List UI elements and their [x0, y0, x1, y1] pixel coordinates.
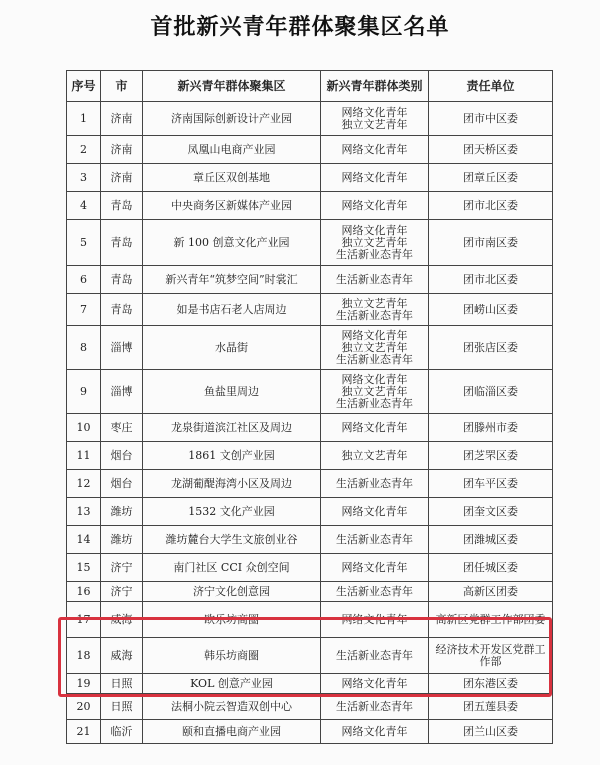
row-area: 颐和直播电商产业园: [143, 720, 321, 744]
row-city: 济宁: [101, 554, 143, 582]
header-category: 新兴青年群体类别: [321, 71, 429, 102]
category-line: 网络文化青年: [341, 372, 408, 386]
category-line: 网络文化青年: [341, 560, 408, 574]
row-area: 鱼盐里周边: [143, 370, 321, 414]
table-row: [67, 442, 553, 470]
row-city: 青岛: [101, 294, 143, 326]
row-area: 龙湖葡醍海湾小区及周边: [143, 470, 321, 498]
row-category: [321, 470, 429, 498]
table-row: [67, 192, 553, 220]
row-area: 章丘区双创基地: [143, 164, 321, 192]
row-unit: 团五莲县委: [429, 694, 553, 720]
row-unit: 经济技术开发区党群工作部: [429, 638, 553, 674]
row-unit: 团天桥区委: [429, 136, 553, 164]
row-unit: 团车平区委: [429, 470, 553, 498]
row-category: [321, 326, 429, 370]
category-line: 生活新业态青年: [336, 396, 413, 410]
table-row: [67, 414, 553, 442]
category-line: 网络文化青年: [341, 142, 408, 156]
table-row: [67, 526, 553, 554]
gathering-area-table: [66, 70, 553, 744]
category-line: 独立文艺青年: [341, 448, 408, 462]
row-category: [321, 694, 429, 720]
row-area: 欧乐坊商圈: [143, 602, 321, 638]
row-category: [321, 720, 429, 744]
table-row: [67, 326, 553, 370]
row-area: 凤凰山电商产业园: [143, 136, 321, 164]
row-number: 14: [67, 526, 101, 554]
row-city: 青岛: [101, 220, 143, 266]
header-unit: 责任单位: [429, 71, 553, 102]
row-category: [321, 674, 429, 694]
row-area: 新 100 创意文化产业园: [143, 220, 321, 266]
table-row: [67, 720, 553, 744]
row-area: 潍坊麓台大学生文旅创业谷: [143, 526, 321, 554]
row-area: 中央商务区新媒体产业园: [143, 192, 321, 220]
row-number: 8: [67, 326, 101, 370]
row-category: [321, 136, 429, 164]
category-line: 网络文化青年: [341, 420, 408, 434]
document-title: 首批新兴青年群体聚集区名单: [150, 15, 450, 40]
category-line: 网络文化青年: [341, 724, 408, 738]
row-unit: 团潍城区委: [429, 526, 553, 554]
row-category: [321, 294, 429, 326]
row-unit: 团东港区委: [429, 674, 553, 694]
category-line: 生活新业态青年: [336, 648, 413, 662]
row-area: KOL 创意产业园: [143, 674, 321, 694]
table-body: [67, 102, 553, 744]
category-line: 生活新业态青年: [336, 532, 413, 546]
row-city: 威海: [101, 638, 143, 674]
row-number: 20: [67, 694, 101, 720]
row-city: 济南: [101, 164, 143, 192]
row-number: 2: [67, 136, 101, 164]
row-category: [321, 498, 429, 526]
row-number: 19: [67, 674, 101, 694]
table-row: [67, 694, 553, 720]
row-area: 1861 文创产业园: [143, 442, 321, 470]
row-city: 济南: [101, 102, 143, 136]
table-row: [67, 370, 553, 414]
category-line: 网络文化青年: [341, 328, 408, 342]
row-area: 水晶街: [143, 326, 321, 370]
row-number: 5: [67, 220, 101, 266]
row-city: 烟台: [101, 470, 143, 498]
table-row: [67, 582, 553, 602]
row-city: 济宁: [101, 582, 143, 602]
row-city: 烟台: [101, 442, 143, 470]
header-no: 序号: [67, 71, 101, 102]
row-city: 潍坊: [101, 498, 143, 526]
row-unit: 团兰山区委: [429, 720, 553, 744]
row-unit: 团滕州市委: [429, 414, 553, 442]
table-row: [67, 554, 553, 582]
table-row: [67, 164, 553, 192]
row-city: 枣庄: [101, 414, 143, 442]
table-row: [67, 220, 553, 266]
table-row: [67, 136, 553, 164]
row-number: 10: [67, 414, 101, 442]
row-number: 15: [67, 554, 101, 582]
category-line: 独立文艺青年: [341, 296, 408, 310]
row-unit: 团芝罘区委: [429, 442, 553, 470]
category-line: 生活新业态青年: [336, 584, 413, 598]
row-number: 21: [67, 720, 101, 744]
row-number: 12: [67, 470, 101, 498]
row-city: 淄博: [101, 370, 143, 414]
row-unit: 团临淄区委: [429, 370, 553, 414]
category-line: 生活新业态青年: [336, 699, 413, 713]
row-category: [321, 102, 429, 136]
row-city: 淄博: [101, 326, 143, 370]
table-row: [67, 470, 553, 498]
table-row: [67, 266, 553, 294]
row-number: 3: [67, 164, 101, 192]
row-area: 韩乐坊商圈: [143, 638, 321, 674]
row-category: [321, 220, 429, 266]
category-line: 网络文化青年: [341, 676, 408, 690]
row-unit: 团章丘区委: [429, 164, 553, 192]
row-city: 青岛: [101, 266, 143, 294]
category-line: 独立文艺青年: [341, 340, 408, 354]
row-category: [321, 582, 429, 602]
row-number: 6: [67, 266, 101, 294]
row-area: 如是书店石老人店周边: [143, 294, 321, 326]
row-city: 青岛: [101, 192, 143, 220]
row-unit: 团市中区委: [429, 102, 553, 136]
category-line: 生活新业态青年: [336, 308, 413, 322]
category-line: 独立文艺青年: [341, 384, 408, 398]
row-area: 新兴青年“筑梦空间”时裳汇: [143, 266, 321, 294]
row-number: 9: [67, 370, 101, 414]
row-number: 11: [67, 442, 101, 470]
row-number: 4: [67, 192, 101, 220]
row-city: 潍坊: [101, 526, 143, 554]
category-line: 生活新业态青年: [336, 352, 413, 366]
category-line: 网络文化青年: [341, 612, 408, 626]
row-category: [321, 554, 429, 582]
row-city: 临沂: [101, 720, 143, 744]
row-area: 龙泉街道滨江社区及周边: [143, 414, 321, 442]
row-category: [321, 602, 429, 638]
row-unit: 团崂山区委: [429, 294, 553, 326]
row-number: 18: [67, 638, 101, 674]
category-line: 独立文艺青年: [341, 235, 408, 249]
row-category: [321, 192, 429, 220]
row-category: [321, 266, 429, 294]
row-city: 日照: [101, 694, 143, 720]
table-row: [67, 102, 553, 136]
row-category: [321, 526, 429, 554]
row-number: 17: [67, 602, 101, 638]
category-line: 网络文化青年: [341, 198, 408, 212]
row-category: [321, 164, 429, 192]
category-line: 生活新业态青年: [336, 476, 413, 490]
table-row: [67, 674, 553, 694]
category-line: 独立文艺青年: [341, 117, 408, 131]
row-number: 13: [67, 498, 101, 526]
category-line: 网络文化青年: [341, 223, 408, 237]
row-city: 日照: [101, 674, 143, 694]
row-city: 济南: [101, 136, 143, 164]
row-unit: 团市北区委: [429, 266, 553, 294]
table-row: [67, 602, 553, 638]
category-line: 网络文化青年: [341, 105, 408, 119]
row-category: [321, 442, 429, 470]
row-unit: 团奎文区委: [429, 498, 553, 526]
row-area: 1532 文化产业园: [143, 498, 321, 526]
row-area: 济宁文化创意园: [143, 582, 321, 602]
row-number: 7: [67, 294, 101, 326]
row-area: 南门社区 CCI 众创空间: [143, 554, 321, 582]
row-unit: 团任城区委: [429, 554, 553, 582]
row-city: 威海: [101, 602, 143, 638]
row-area: 济南国际创新设计产业园: [143, 102, 321, 136]
table-header-row: [67, 71, 553, 102]
category-line: 生活新业态青年: [336, 272, 413, 286]
table-row: [67, 294, 553, 326]
row-area: 法桐小院云智造双创中心: [143, 694, 321, 720]
row-number: 16: [67, 582, 101, 602]
table-row: [67, 638, 553, 674]
table-row: [67, 498, 553, 526]
row-unit: 高新区团委: [429, 582, 553, 602]
row-category: [321, 414, 429, 442]
row-unit: 高新区党群工作部团委: [429, 602, 553, 638]
row-unit: 团市北区委: [429, 192, 553, 220]
header-city: 市: [101, 71, 143, 102]
row-unit: 团张店区委: [429, 326, 553, 370]
header-area: 新兴青年群体聚集区: [143, 71, 321, 102]
category-line: 生活新业态青年: [336, 247, 413, 261]
row-category: [321, 638, 429, 674]
row-number: 1: [67, 102, 101, 136]
category-line: 网络文化青年: [341, 504, 408, 518]
category-line: 网络文化青年: [341, 170, 408, 184]
row-unit: 团市南区委: [429, 220, 553, 266]
row-category: [321, 370, 429, 414]
